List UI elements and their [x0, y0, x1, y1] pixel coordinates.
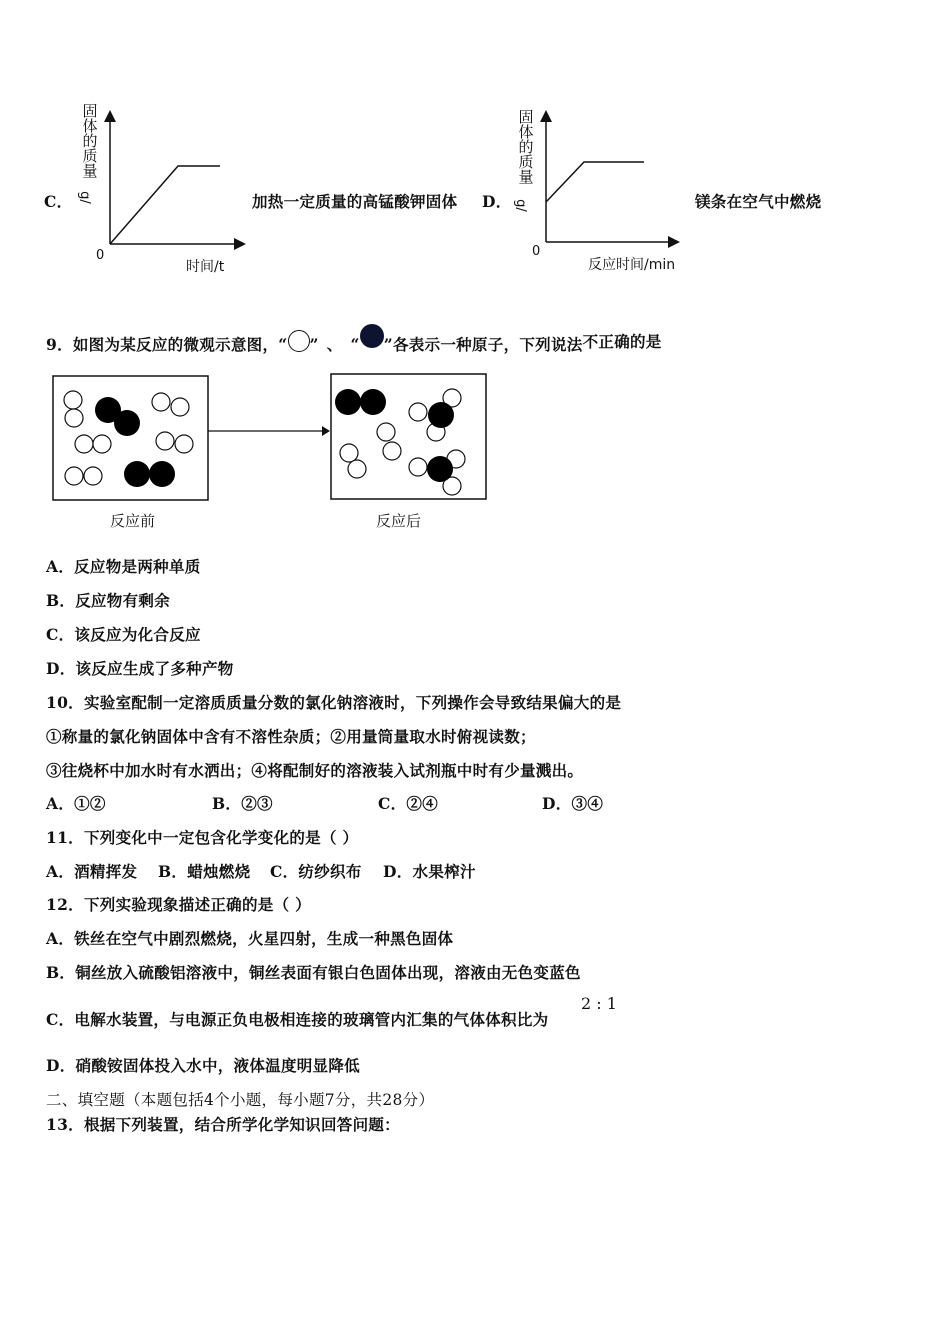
ylabel-char: 的 — [82, 132, 98, 150]
q11-option-a: A．酒精挥发 — [46, 862, 138, 881]
q9-quote-open-1: “ — [278, 335, 288, 354]
section-2-title: 二、填空题（本题包括4个小题，每小题7分，共28分） — [46, 1091, 435, 1109]
q9-quote-close-2: ” — [383, 335, 393, 354]
ylabel-char: 质 — [82, 147, 98, 165]
q9-sep: 、 — [326, 335, 343, 354]
q9-option-a: A．反应物是两种单质 — [46, 557, 201, 576]
q12-option-c: C．电解水装置，与电源正负电极相连接的玻璃管内汇集的气体体积比为 — [46, 1010, 549, 1029]
graph-c-xlabel: 时间/t — [186, 259, 225, 275]
q13-stem: 13．根据下列装置，结合所学化学知识回答问题： — [46, 1115, 400, 1134]
q12-option-b: B．铜丝放入硫酸铝溶液中，铜丝表面有银白色固体出现，溶液由无色变蓝色 — [46, 963, 581, 982]
q10-option-d: D．③④ — [542, 794, 604, 813]
option-c-caption: 加热一定质量的高锰酸钾固体 — [252, 192, 458, 211]
q10-line-2: ③往烧杯中加水时有水洒出；④将配制好的溶液装入试剂瓶中时有少量溅出。 — [46, 761, 584, 780]
option-d-letter: D． — [482, 192, 512, 211]
after-label: 反应后 — [376, 512, 422, 530]
before-label: 反应前 — [110, 512, 156, 530]
ylabel-char: 量 — [82, 162, 98, 180]
graph-c-yunit: g/ — [76, 191, 92, 204]
q9-quote-open-2: “ — [350, 335, 360, 354]
q9-stem-b: 各表示一种原子，下列说法 — [392, 335, 583, 354]
ylabel-char: 固 — [82, 102, 98, 120]
q12-ratio: 2 : 1 — [581, 994, 617, 1013]
q10-option-a: A．①② — [46, 794, 106, 813]
q11-option-c: C．纺纱织布 — [270, 862, 362, 881]
q10-option-b: B．②③ — [212, 794, 273, 813]
q10-line-1: ①称量的氯化钠固体中含有不溶性杂质；②用量筒量取水时俯视读数； — [46, 727, 536, 746]
q12-option-d: D．硝酸铵固体投入水中，液体温度明显降低 — [46, 1056, 360, 1075]
q9-option-c: C．该反应为化合反应 — [46, 625, 201, 644]
ylabel-char: 体 — [518, 123, 534, 141]
q9-quote-close-1: ” — [309, 335, 319, 354]
graph-d-yunit: g/ — [512, 199, 528, 212]
q12-stem: 12．下列实验现象描述正确的是（ ） — [46, 895, 311, 914]
ylabel-char: 固 — [518, 108, 534, 126]
ylabel-char: 的 — [518, 138, 534, 156]
q9-stem-c: 不正确的是 — [582, 332, 662, 351]
ylabel-char: 质 — [518, 153, 534, 171]
reaction-diagram — [0, 0, 950, 540]
q11-option-d: D．水果榨汁 — [383, 862, 476, 881]
q11-stem: 11．下列变化中一定包含化学变化的是（ ） — [46, 828, 359, 847]
graph-c-origin: 0 — [96, 248, 105, 263]
q9-stem-a: 9．如图为某反应的微观示意图， — [46, 335, 279, 354]
q9-option-b: B．反应物有剩余 — [46, 591, 171, 610]
q10-stem: 10．实验室配制一定溶质质量分数的氯化钠溶液时，下列操作会导致结果偏大的是 — [46, 693, 622, 712]
option-d-caption: 镁条在空气中燃烧 — [695, 192, 822, 211]
q11-option-b: B．蜡烛燃烧 — [158, 862, 251, 881]
ylabel-char: 量 — [518, 168, 534, 186]
q9-option-d: D．该反应生成了多种产物 — [46, 659, 234, 678]
graph-d-origin: 0 — [532, 244, 541, 259]
option-c-letter: C． — [44, 192, 73, 211]
graph-d-xlabel: 反应时间/min — [588, 257, 676, 273]
q10-option-c: C．②④ — [378, 794, 439, 813]
ylabel-char: 体 — [82, 117, 98, 135]
q12-option-a: A．铁丝在空气中剧烈燃烧，火星四射，生成一种黑色固体 — [46, 929, 454, 948]
